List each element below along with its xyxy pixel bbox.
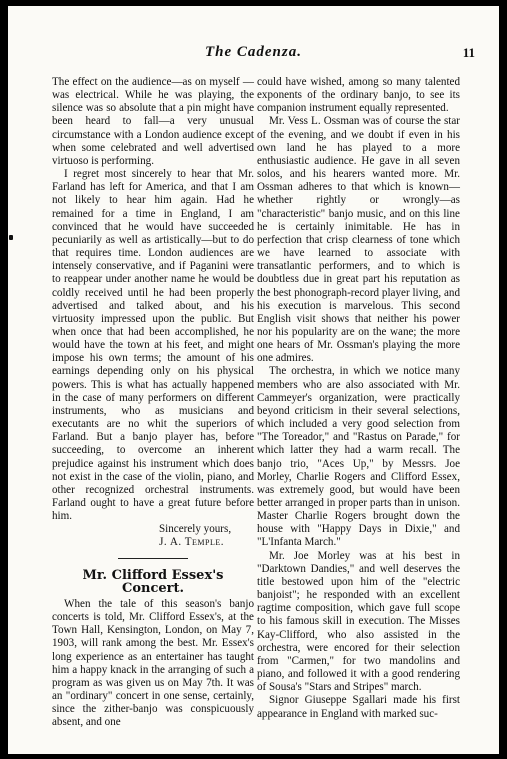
margin-mark: [9, 235, 13, 240]
page: [8, 6, 499, 754]
letter-signature: J. A. Temple.: [159, 536, 224, 549]
page-header: [8, 44, 499, 64]
paragraph: Signor Giuseppe Sgallari made his first appearance in England with marked suc-: [257, 694, 460, 720]
paragraph: could have wished, among so many talented exponents of the ordinary banjo, to see its companion instrument equally represented.: [257, 76, 460, 115]
paragraph: Mr. Joe Morley was at his best in "Darktown Dandies," and well deserves the title bestowed upon him of the "electric banjoist"; he responded with an excellent ragtime composition, which gave full scope to his famous skill in execution. The Misses Kay-Clifford, who also assisted in the orchestra, were encored for their selection from "Carmen," for two mandolins and piano, and followed it with a good rendering of Sousa's "Stars and Stripes" march.: [257, 549, 460, 694]
page-number: 11: [462, 45, 475, 60]
paragraph: I regret most sincerely to hear that Mr. Farland has left for America, and that I am not likely to hear him again. Had he remained for a time in England, I am convinced that he would have succeeded pecuniarily as well as artistically—but to do that requires time. London audiences are intensely conservative, and if Paganini were to reappear under another name he would be coldly received until he had been properly advertised and talked about, and his virtuosity impressed upon the public. But when once that had been accomplished, he would have the town at his feet, and might impose his own terms; the amount of his earnings depending only on his physical powers. This is what has actually happened in the case of many performers on different instruments, who as musicians and executants are no whit the superiors of Farland. But a banjo player has, before succeeding, to overcome an inherent prejudice against his instrument which does not exist in the case of the violin, piano, and other recognized orchestral instruments. Farland ought to have a great future before him.: [52, 168, 254, 523]
section-heading: Mr. Clifford Essex's Concert.: [82, 567, 224, 596]
paragraph: Mr. Vess L. Ossman was of course the star of the evening, and we doubt if even in his own land he has played to a more enthusiastic audience. He gave in all seven solos, and his hearers wanted more. Mr. Ossman adheres to that which is known—whether rightly or wrongly—as "characteristic" banjo music, and on this line he is certainly inimitable. He has in perfection that crisp clearness of tone which we have learned to associate with transatlantic performers, and to which is doubtless due in great part his reputation as the best phonograph-record player living, and his execution is marvelous. This second English visit shows that neither his power nor his popularity are on the wane; the more one hears of Mr. Ossman's playing the more one admires.: [257, 115, 460, 365]
divider: [118, 558, 188, 559]
paragraph: The effect on the audience—as on myself —was electrical. While he was playing, the silence was so absolute that a pin might have been heard to fall—a very unusual circumstance with a London audience except when some celebrated and well advertised virtuoso is performing.: [52, 76, 254, 167]
page-title: The Cadenza.: [204, 44, 302, 60]
letter-closing: Sincerely yours,: [159, 523, 232, 536]
left-column: [52, 76, 254, 730]
paragraph: The orchestra, in which we notice many members who are also associated with Mr. Cammeyer's organization, were practically beyond criticism in their several selections, which included a very good selection from "The Toreador," and "Rastus on Parade," for which latter they had a warm recall. The banjo trio, "Aces Up," by Messrs. Joe Morley, Charlie Rogers and Clifford Essex, was extremely good, but would have been better arranged in proper parts than in unison. Master Charlie Rogers brought down the house with "Happy Days in Dixie," and "L'Infanta March.": [257, 365, 460, 549]
right-column: [257, 76, 460, 721]
paragraph: When the tale of this season's banjo concerts is told, Mr. Clifford Essex's, at the Town Hall, Kensington, London, on May 7, 1903, will rank among the best. Mr. Essex's long experience as an entertainer has taught him a happy knack in the arranging of such a program as was given us on May 7th. It was an "ordinary" concert in one sense, certainly, since the zither-banjo was conspicuously absent, and one: [52, 597, 254, 729]
